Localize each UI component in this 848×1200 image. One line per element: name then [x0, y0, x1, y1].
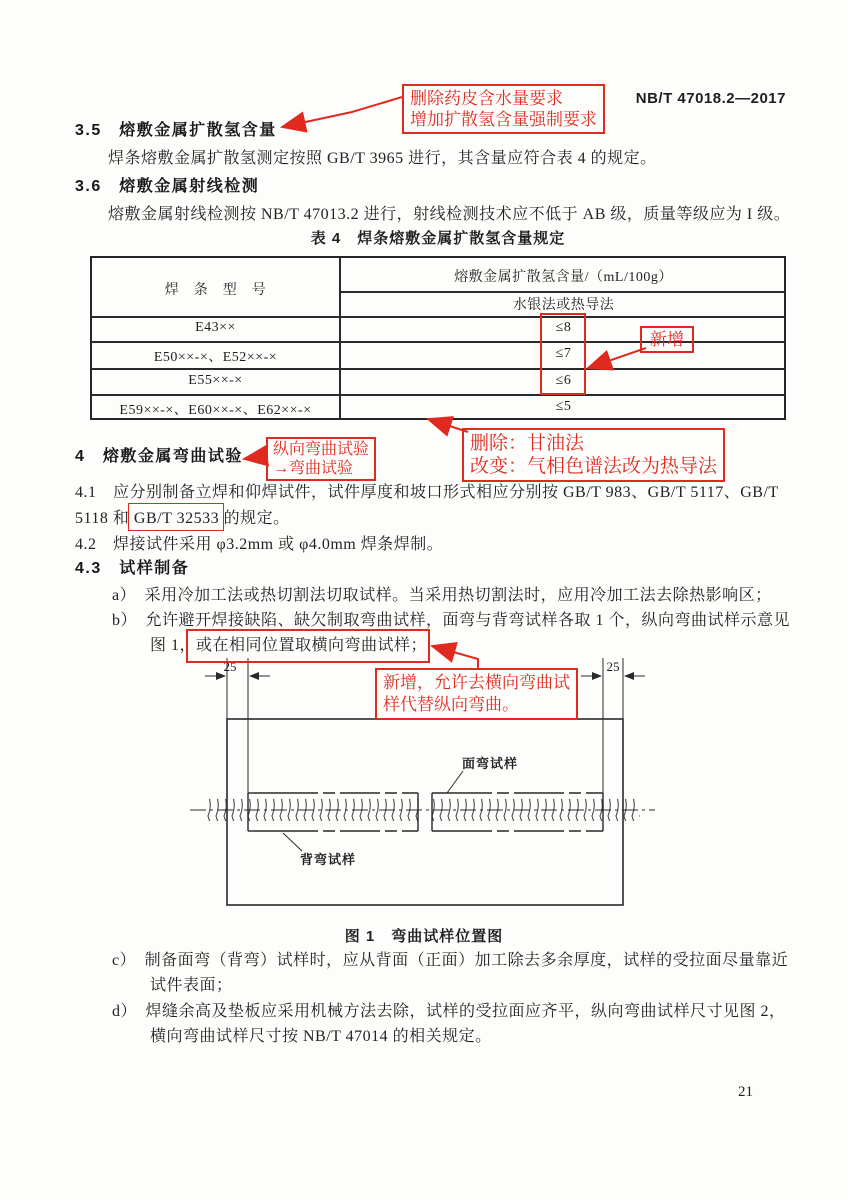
table-row-value: ≤5 [555, 399, 572, 414]
annotation-bend-note-line2: →弯曲试验 [273, 460, 354, 477]
section-3-6-body: 熔敷金属射线检测按 NB/T 47013.2 进行，射线检测技术应不低于 AB 级，质量等级应为 I 级。 [108, 206, 791, 223]
table-row-type: E43×× [195, 320, 236, 335]
section-3-5-heading: 3.5 熔敷金属扩散氢含量 [75, 122, 277, 139]
table-header-hydrogen-content: 熔敷金属扩散氢含量/（mL/100g） [454, 270, 673, 285]
section-4-3-heading: 4.3 试样制备 [75, 560, 190, 577]
item-d-line2: 横向弯曲试样尺寸按 NB/T 47014 的相关规定。 [150, 1028, 492, 1045]
page-number: 21 [738, 1084, 753, 1100]
dimension-25-right: 25 [606, 659, 620, 674]
annotation-bend-note [266, 437, 376, 481]
table-row-value: ≤6 [555, 373, 572, 388]
dimension-25-left: 25 [223, 659, 237, 674]
item-a: a） 采用冷加工法或热切割法切取试样。当采用热切割法时，应用冷加工法去除热影响区； [112, 587, 772, 604]
back-bend-specimen-label: 背弯试样 [300, 852, 357, 867]
arrow-bend-note [244, 456, 266, 459]
section-4-1-line1: 4.1 应分别制备立焊和仰焊试件，试件厚度和坡口形式相应分别按 GB/T 983、GB/T 5117、GB/T [75, 484, 779, 501]
annotation-bend-note-line1: 纵向弯曲试验 [273, 441, 370, 458]
annotation-figure-note-line1: 新增，允许去横向弯曲试 [383, 673, 570, 692]
item-c-line1: c） 制备面弯（背弯）试样时，应从背面（正面）加工除去多余厚度，试样的受拉面尽量靠近 [112, 952, 789, 969]
annotation-box-new-values [540, 313, 586, 395]
back-bend-leader-line [283, 833, 302, 851]
section-4-heading: 4 熔敷金属弯曲试验 [75, 448, 243, 465]
annotation-figure-note [375, 668, 578, 720]
face-bend-specimen-label: 面弯试样 [462, 756, 519, 771]
annotation-method-note [462, 428, 725, 482]
annotation-method-note-line2: 改变：气相色谱法改为热导法 [470, 456, 718, 477]
table-subheader-method: 水银法或热导法 [512, 298, 615, 313]
table-header-electrode-type: 焊 条 型 号 [164, 283, 267, 298]
annotation-new-label: 新增 [640, 326, 694, 353]
face-bend-leader-line [447, 771, 463, 793]
table-row-type: E55××-× [188, 373, 243, 388]
section-4-1-line2: 5118 和 GB/T 32533 的规定。 [75, 510, 290, 527]
section-3-5-body: 焊条熔敷金属扩散氢测定按照 GB/T 3965 进行，其含量应符合表 4 的规定。 [108, 150, 657, 167]
item-b-line1: b） 允许避开焊接缺陷、缺欠制取弯曲试样，面弯与背弯试样各取 1 个，纵向弯曲试样示意见 [112, 612, 791, 629]
table-row-type: E59××-×、E60××-×、E62××-× [119, 403, 312, 418]
table-row-value: ≤7 [555, 346, 572, 361]
annotation-top-note [402, 84, 605, 134]
item-b-line2: 图 1，或在相同位置取横向弯曲试样； [150, 637, 428, 654]
annotation-box-gbt32533 [128, 503, 224, 531]
item-c-line2: 试件表面； [150, 977, 233, 994]
arrow-top-note [282, 97, 402, 127]
item-d-line1: d） 焊缝余高及垫板应采用机械方法去除，试样的受拉面应齐平，纵向弯曲试样尺寸见图 2， [112, 1003, 786, 1020]
annotation-method-note-line1: 删除：甘油法 [470, 433, 585, 454]
annotation-box-transverse-text [186, 629, 430, 663]
section-3-6-heading: 3.6 熔敷金属射线检测 [75, 178, 260, 195]
annotation-figure-note-line2: 样代替纵向弯曲。 [383, 695, 519, 714]
table-4-title: 表 4 焊条熔敷金属扩散氢含量规定 [310, 230, 566, 247]
figure-1-caption: 图 1 弯曲试样位置图 [344, 928, 504, 945]
section-4-2: 4.2 焊接试件采用 φ3.2mm 或 φ4.0mm 焊条焊制。 [75, 536, 444, 553]
table-row-value: ≤8 [555, 320, 572, 335]
annotation-top-note-line1: 删除药皮含水量要求 [410, 89, 563, 108]
standard-reference: NB/T 47018.2—2017 [635, 90, 786, 107]
table-row-type: E50××-×、E52××-× [153, 350, 278, 365]
annotation-top-note-line2: 增加扩散氢含量强制要求 [410, 110, 597, 129]
